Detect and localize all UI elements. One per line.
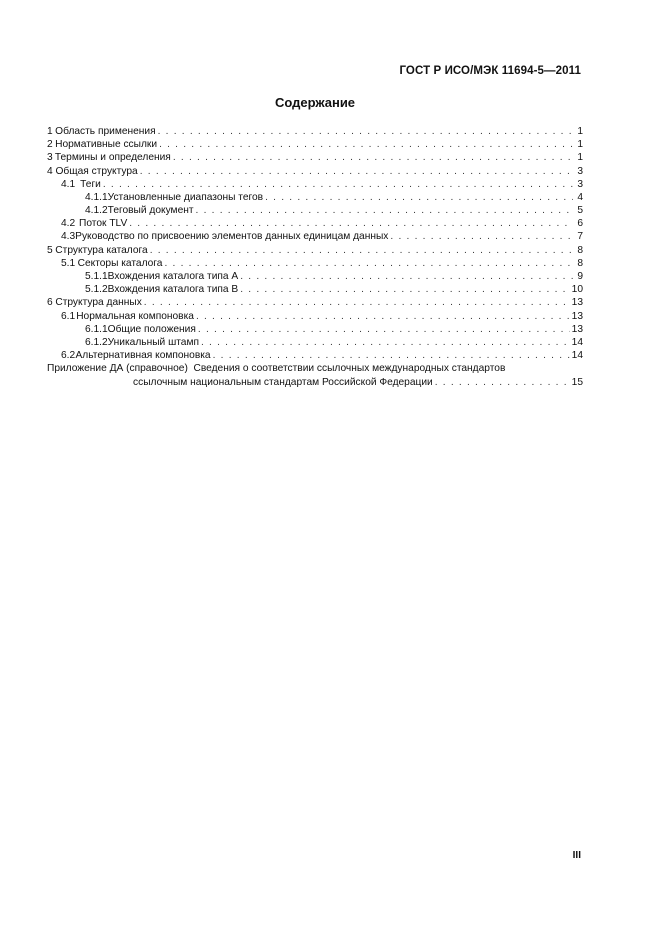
toc-entry-4-1[interactable] <box>47 178 583 191</box>
toc-entry-6-1-2[interactable] <box>47 336 583 349</box>
toc-entry-4-1-1[interactable] <box>47 191 583 204</box>
toc-entry-1[interactable] <box>47 125 583 138</box>
dot-leader <box>158 125 573 138</box>
toc-entry-number: 4.1.2 <box>85 205 108 217</box>
toc-entry-4-2[interactable] <box>47 217 583 230</box>
dot-leader <box>196 204 573 217</box>
dot-leader <box>103 178 573 191</box>
toc-entry-number: 4.3 <box>61 231 76 243</box>
toc-entry-number: 5.1.1 <box>85 271 108 283</box>
toc-entry-number: 5.1.2 <box>85 284 108 296</box>
toc-entry-page: 6 <box>577 218 583 230</box>
dot-leader <box>435 376 570 389</box>
dot-leader <box>173 151 573 164</box>
toc-annex[interactable] <box>47 362 583 375</box>
toc-entry-page: 5 <box>577 205 583 217</box>
toc-entry-page: 13 <box>571 310 583 322</box>
dot-leader <box>140 165 573 178</box>
toc-entry-6-1[interactable] <box>47 310 583 323</box>
toc-entry-3[interactable] <box>47 151 583 164</box>
dot-leader <box>213 349 570 362</box>
dot-leader <box>150 244 573 257</box>
dot-leader <box>196 310 570 323</box>
toc-entry-page: 14 <box>571 336 583 348</box>
toc-entry-number: 4.1.1 <box>85 191 108 203</box>
toc-entry-page: 3 <box>577 165 583 177</box>
toc-entry-number: 6.2 <box>61 350 76 362</box>
toc-entry-4[interactable] <box>47 165 583 178</box>
dot-leader <box>240 283 569 296</box>
toc-entry-page: 13 <box>571 323 583 335</box>
toc-entry-5-1-2[interactable] <box>47 283 583 296</box>
toc-title: Содержание <box>274 95 356 110</box>
toc-entry-number: 4.1 <box>61 178 76 190</box>
toc-entry-title: Общая структура <box>55 165 138 177</box>
toc-entry-page: 7 <box>577 231 583 243</box>
toc-entry-title: Область применения <box>55 125 156 137</box>
toc-entry-title: Вхождения каталога типа В <box>107 284 239 296</box>
toc-entry-title: Общие положения <box>107 323 196 335</box>
toc-entry-title: Структура данных <box>55 297 142 309</box>
toc-entry-number: 6.1.2 <box>85 336 108 348</box>
toc-entry-title: Секторы каталога <box>77 257 163 269</box>
dot-leader <box>265 191 573 204</box>
page-number: III <box>572 850 581 861</box>
toc-entry-4-1-2[interactable] <box>47 204 583 217</box>
toc-entry-title: Вхождения каталога типа А <box>107 271 239 283</box>
toc-entry-number: 4 <box>47 165 53 177</box>
toc-entry-page: 1 <box>577 139 583 151</box>
dot-leader <box>201 336 570 349</box>
toc-entry-title: Уникальный штамп <box>107 336 199 348</box>
toc-entry-title: Поток TLV <box>79 218 128 230</box>
toc-entry-6-1-1[interactable] <box>47 323 583 336</box>
toc-entry-page: 14 <box>571 350 583 362</box>
toc-entry-5-1[interactable] <box>47 257 583 270</box>
toc-entry-4-3[interactable] <box>47 231 583 244</box>
dot-leader <box>198 323 570 336</box>
toc-entry-number: 4.2 <box>61 218 76 230</box>
toc-annex-line2[interactable] <box>47 376 583 389</box>
toc-entry-page: 4 <box>577 191 583 203</box>
toc-entry-title: Теговый документ <box>107 205 194 217</box>
dot-leader <box>129 217 573 230</box>
toc-entry-number: 6 <box>47 297 53 309</box>
dot-leader <box>159 138 573 151</box>
toc-entry-6[interactable] <box>47 296 583 309</box>
toc-entry-title: Структура каталога <box>55 244 148 256</box>
toc-entry-number: 3 <box>47 152 53 164</box>
toc-entry-title: Термины и определения <box>54 152 171 164</box>
dot-leader <box>164 257 573 270</box>
toc-entry-5[interactable] <box>47 244 583 257</box>
toc-entry-number: 6.1 <box>61 310 76 322</box>
toc-entry-number: 5 <box>47 244 53 256</box>
dot-leader <box>240 270 573 283</box>
toc-entry-page: 13 <box>571 297 583 309</box>
toc-entry-number: 5.1 <box>61 257 76 269</box>
toc-annex-title-line2: ссылочным национальным стандартам Российской Федерации <box>133 376 433 388</box>
toc-entry-title: Теги <box>80 178 101 190</box>
dot-leader <box>390 230 573 243</box>
table-of-contents <box>47 125 583 389</box>
toc-entry-number: 1 <box>47 125 53 137</box>
toc-entry-page: 1 <box>577 152 583 164</box>
toc-annex-page: 15 <box>571 376 583 388</box>
toc-entry-page: 8 <box>577 257 583 269</box>
toc-annex-label: Приложение ДА (справочное) <box>47 363 188 375</box>
toc-entry-page: 10 <box>571 284 583 296</box>
toc-annex-title-line1: Сведения о соответствии ссылочных международных стандартов <box>193 363 506 375</box>
toc-entry-title: Руководство по присвоению элементов данных единицам данных <box>75 231 389 243</box>
toc-entry-page: 3 <box>577 178 583 190</box>
toc-entry-title: Установленные диапазоны тегов <box>107 191 264 203</box>
toc-entry-page: 9 <box>577 271 583 283</box>
toc-entry-title: Альтернативная компоновка <box>75 350 211 362</box>
toc-entry-page: 1 <box>577 125 583 137</box>
toc-entry-page: 8 <box>577 244 583 256</box>
toc-entry-title: Нормативные ссылки <box>55 139 158 151</box>
toc-entry-title: Нормальная компоновка <box>76 310 194 322</box>
dot-leader <box>144 296 570 309</box>
toc-entry-5-1-1[interactable] <box>47 270 583 283</box>
toc-entry-6-2[interactable] <box>47 349 583 362</box>
toc-entry-number: 2 <box>47 139 53 151</box>
document-code: ГОСТ Р ИСО/МЭК 11694-5—2011 <box>399 65 581 77</box>
toc-entry-2[interactable] <box>47 138 583 151</box>
toc-entry-number: 6.1.1 <box>85 323 108 335</box>
